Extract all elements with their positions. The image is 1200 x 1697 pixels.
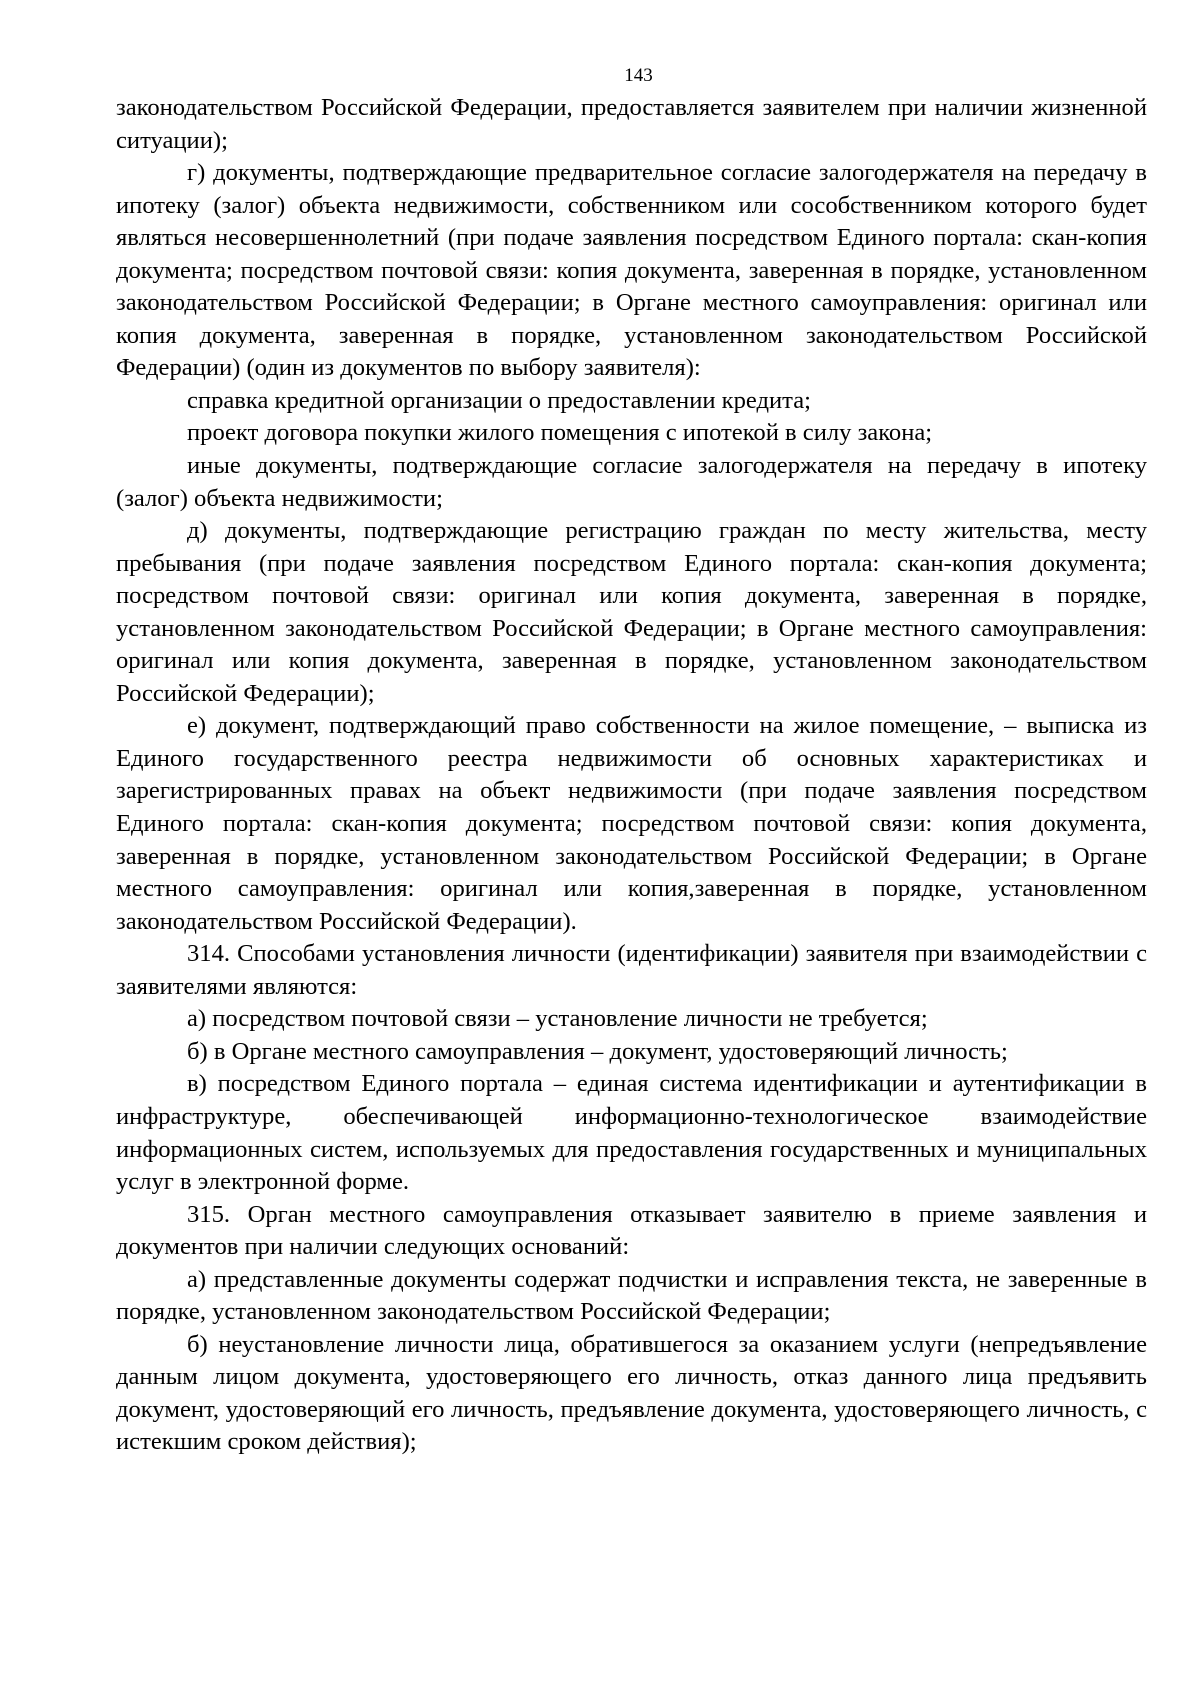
document-body — [116, 92, 1147, 1459]
paragraph-item-d: д) документы, подтверждающие регистрацию граждан по месту жительства, месту пребывания (при подаче заявления посредством Единого портала: скан-копия документа; посредством почтовой связи: оригинал или копия документа, заверенная в порядке, установленном законодательством Российской Федерации; в Органе местного самоуправления: оригинал или копия документа, заверенная в порядке, установленном законодательством Российской Федерации); — [116, 517, 1147, 707]
paragraph-315: 315. Орган местного самоуправления отказывает заявителю в приеме заявления и документов при наличии следующих оснований: — [116, 1200, 1147, 1261]
paragraph-credit-certificate: справка кредитной организации о предоставлении кредита; — [187, 386, 811, 414]
paragraph-314-b: б) в Органе местного самоуправления – документ, удостоверяющий личность; — [187, 1037, 1008, 1065]
paragraph-purchase-contract-draft: проект договора покупки жилого помещения с ипотекой в силу закона; — [187, 419, 933, 447]
page-number: 143 — [624, 65, 653, 86]
paragraph-other-documents: иные документы, подтверждающие согласие залогодержателя на передачу в ипотеку (залог) объекта недвижимости; — [116, 452, 1147, 512]
paragraph-item-g: г) документы, подтверждающие предварительное согласие залогодержателя на передачу в ипотеку (залог) объекта недвижимости, собственником или сособственником которого будет являться несовершеннолетний (при подаче заявления посредством Единого портала: скан-копия документа; посредством почтовой связи: копия документа, заверенная в порядке, установленном законодательством Российской Федерации; в Органе местного самоуправления: оригинал или копия документа, заверенная в порядке, установленном законодательством Российской Федерации) (один из документов по выбору заявителя): — [116, 159, 1147, 382]
document-page — [116, 64, 1147, 1459]
paragraph-item-e: е) документ, подтверждающий право собственности на жилое помещение, – выписка из Единого государственного реестра недвижимости об основных характеристиках и зарегистрированных правах на объект недвижимости (при подаче заявления посредством Единого портала: скан-копия документа; посредством почтовой связи: копия документа, заверенная в порядке, установленном законодательством Российской Федерации; в Органе местного самоуправления: оригинал или копия,заверенная в порядке, установленном законодательством Российской Федерации). — [116, 712, 1147, 935]
paragraph-continuation: законодательством Российской Федерации, предоставляется заявителем при наличии жизненной ситуации); — [116, 94, 1147, 154]
paragraph-315-a: а) представленные документы содержат подчистки и исправления текста, не заверенные в порядке, установленном законодательством Российской Федерации; — [116, 1265, 1147, 1326]
paragraph-314: 314. Способами установления личности (идентификации) заявителя при взаимодействии с заявителями являются: — [116, 940, 1147, 1000]
paragraph-314-a: а) посредством почтовой связи – установление личности не требуется; — [187, 1005, 928, 1033]
paragraph-314-v: в) посредством Единого портала – единая система идентификации и аутентификации в инфраструктуре, обеспечивающей информационно-технологическое взаимодействие информационных систем, используемых для предоставления государственных и муниципальных услуг в электронной форме. — [116, 1070, 1147, 1196]
paragraph-315-b: б) неустановление личности лица, обратившегося за оказанием услуги (непредъявление данным лицом документа, удостоверяющего его личность, отказ данного лица предъявить документ, удостоверяющий его личность, предъявление документа, удостоверяющего личность, с истекшим сроком действия); — [116, 1330, 1147, 1456]
